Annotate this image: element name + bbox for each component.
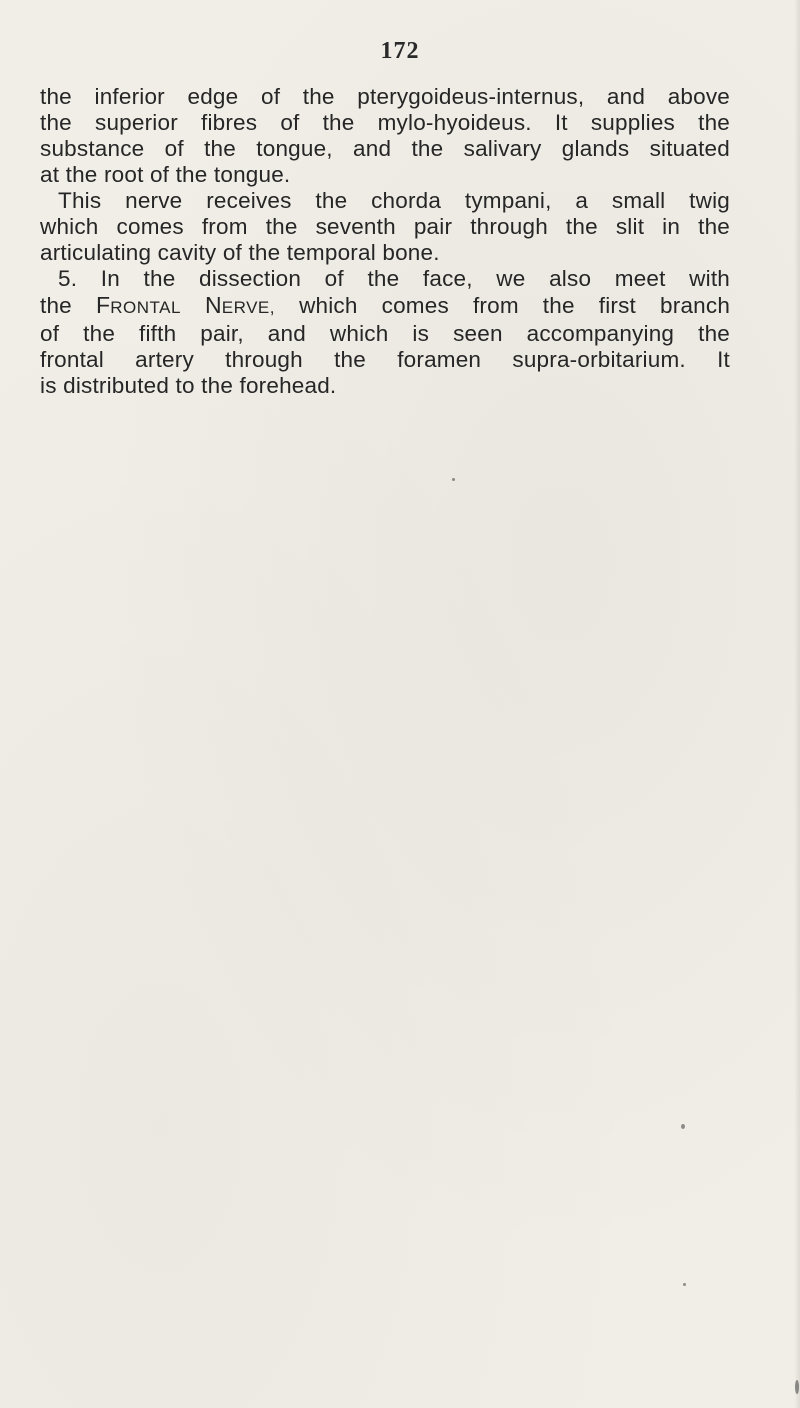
ink-speck: [795, 1380, 799, 1394]
text-line-with-heading: [40, 292, 730, 321]
heading-initial: F: [95, 292, 111, 318]
text-line: substance of the tongue, and the salivary glands situated: [40, 136, 730, 161]
heading-rest: ERVE,: [221, 298, 275, 317]
paragraph-2: [40, 188, 730, 266]
paragraph-1: [40, 84, 730, 188]
text-line: is distributed to the forehead.: [40, 373, 337, 398]
heading-initial: N: [204, 292, 222, 318]
text-line: which comes from the seventh pair through the slit in the: [40, 214, 730, 239]
paragraph-3: [40, 266, 730, 399]
ink-speck: [452, 478, 455, 481]
heading-rest: RONTAL: [110, 298, 181, 317]
text-fragment: the: [40, 293, 72, 318]
page-edge-shadow: [794, 0, 800, 1408]
page-number: 172: [380, 38, 420, 64]
text-line: frontal artery through the foramen supra-orbitarium. It: [40, 347, 730, 372]
text-fragment: which comes from the first branch: [299, 293, 731, 318]
text-line: articulating cavity of the temporal bone.: [40, 240, 440, 265]
frontal-nerve-heading: [96, 293, 275, 318]
text-line: of the fifth pair, and which is seen accompanying the: [40, 321, 730, 346]
text-line: the inferior edge of the pterygoideus-internus, and above: [40, 84, 730, 109]
text-line: 5. In the dissection of the face, we also meet with: [58, 266, 730, 291]
text-line: the superior fibres of the mylo-hyoideus. It supplies the: [40, 110, 730, 135]
ink-speck: [683, 1283, 686, 1286]
ink-speck: [681, 1124, 685, 1129]
body-text: [40, 84, 730, 399]
text-line: This nerve receives the chorda tympani, a small twig: [58, 188, 730, 213]
text-line: at the root of the tongue.: [40, 162, 291, 187]
